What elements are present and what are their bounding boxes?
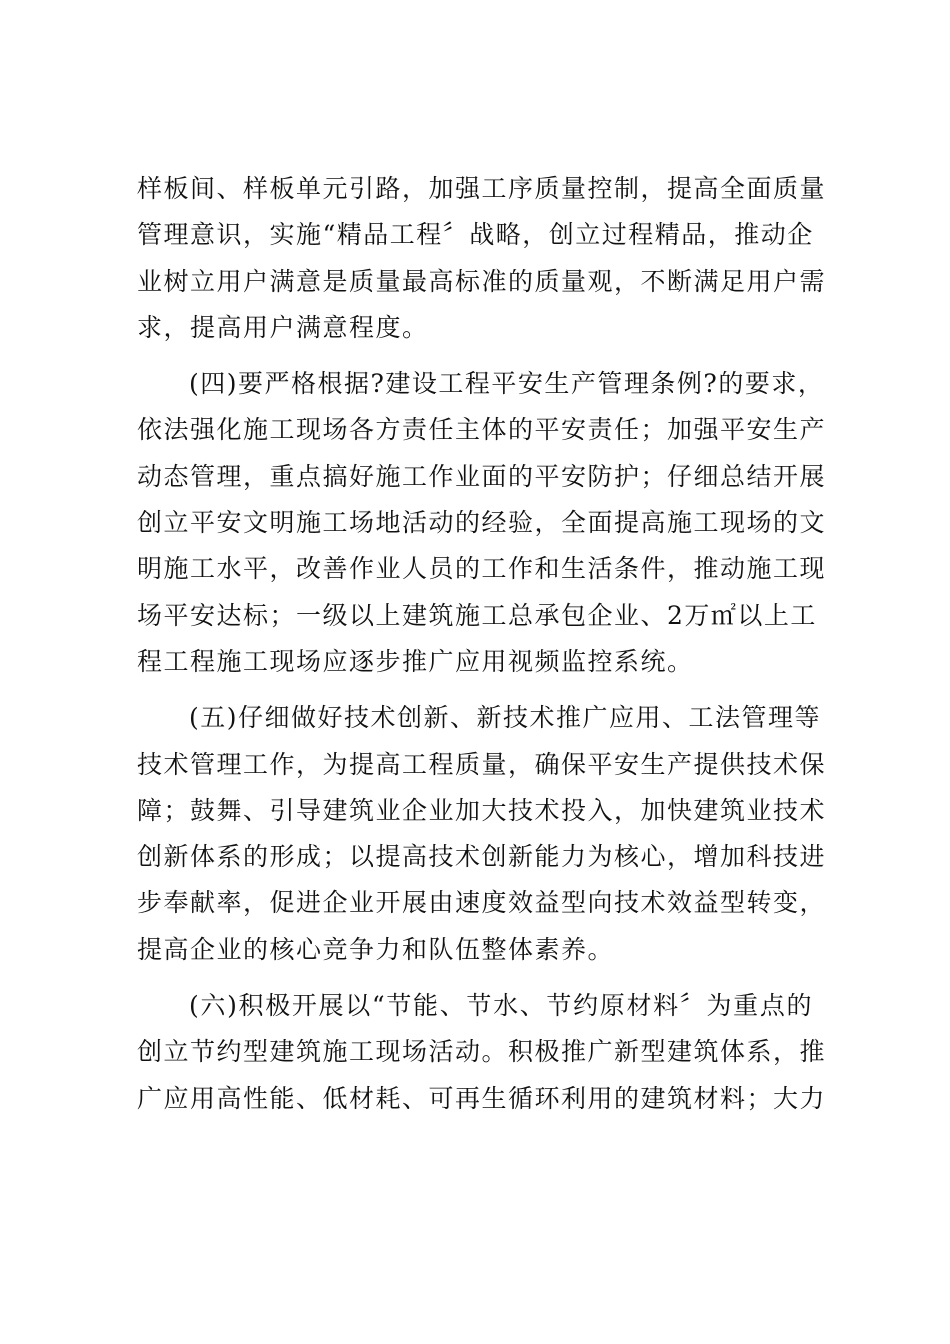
text-line: 业树立用户满意是质量最高标准的质量观，不断满足用户需	[137, 266, 827, 296]
document-body	[137, 166, 827, 1122]
text-line: (五)仔细做好技术创新、新技术推广应用、工法管理等	[189, 703, 822, 733]
text-line: 明施工水平，改善作业人员的工作和生活条件，推动施工现	[137, 554, 827, 584]
text-line: 创新体系的形成；以提高技术创新能力为核心，增加科技进	[137, 842, 827, 872]
paragraph	[137, 166, 827, 351]
text-line: 技术管理工作，为提高工程质量，确保平安生产提供技术保	[137, 749, 827, 779]
text-line: 提高企业的核心竞争力和队伍整体素养。	[137, 934, 615, 964]
text-line: 管理意识，实施“精品工程〞战略，创立过程精品，推动企	[137, 220, 814, 250]
text-line: 步奉献率，促进企业开展由速度效益型向技术效益型转变，	[137, 888, 827, 918]
text-line: 障；鼓舞、引导建筑业企业加大技术投入，加快建筑业技术	[137, 795, 827, 825]
text-line: 样板间、样板单元引路，加强工序质量控制，提高全面质量	[137, 174, 827, 203]
text-line: 程工程施工现场应逐步推广应用视频监控系统。	[137, 646, 694, 676]
text-line: 广应用高性能、低材耗、可再生循环利用的建筑材料；大力	[137, 1083, 827, 1113]
text-line: (六)积极开展以“节能、节水、节约原材料〞为重点的	[189, 991, 813, 1021]
text-line: 动态管理，重点搞好施工作业面的平安防护；仔细总结开展	[137, 461, 827, 491]
paragraph-gap	[137, 973, 813, 983]
paragraph	[137, 361, 827, 685]
paragraph-gap	[137, 685, 813, 695]
text-line: 场平安达标；一级以上建筑施工总承包企业、2万㎡以上工	[137, 600, 817, 630]
paragraph	[137, 695, 827, 973]
text-line: (四)要严格根据?建设工程平安生产管理条例?的要求，	[189, 369, 825, 399]
text-line: 依法强化施工现场各方责任主体的平安责任；加强平安生产	[137, 415, 827, 445]
paragraph	[137, 983, 827, 1122]
text-line: 求，提高用户满意程度。	[137, 312, 429, 342]
text-line: 创立平安文明施工场地活动的经验，全面提高施工现场的文	[137, 508, 827, 538]
text-line: 创立节约型建筑施工现场活动。积极推广新型建筑体系，推	[137, 1037, 827, 1067]
paragraph-gap	[137, 351, 813, 361]
